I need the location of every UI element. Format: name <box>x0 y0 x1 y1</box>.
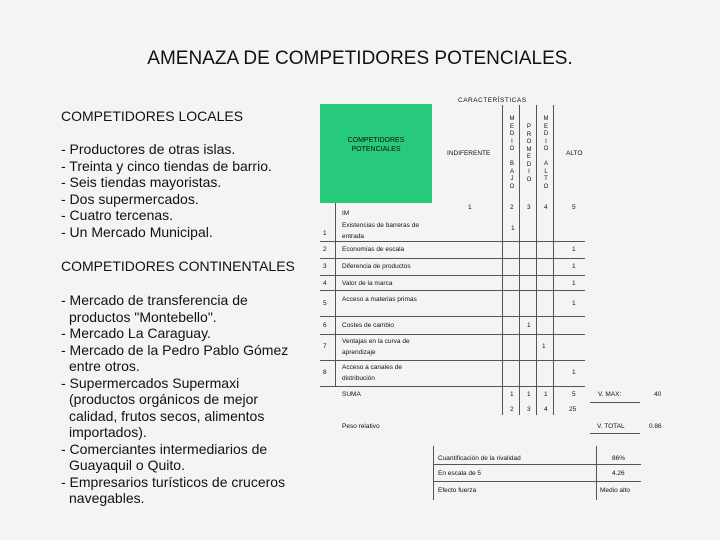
row-value: 1 <box>572 263 576 270</box>
medio-bajo-label: M E D I O B A J O <box>509 116 515 190</box>
grid-line <box>553 105 554 415</box>
competidores-potenciales-label: COMPETIDORES POTENCIALES <box>347 137 405 153</box>
suma-count: 5 <box>572 391 576 398</box>
continental-competitors-list <box>61 292 288 507</box>
grid-line <box>502 105 503 415</box>
list-item: navegables. <box>69 490 145 506</box>
medio-alto-label: M E D I O A L T O <box>543 116 549 190</box>
row-number: 6 <box>323 322 327 329</box>
summary-label: Cuantificación de la rivalidad <box>438 455 521 462</box>
list-item: Guayaquil o Quito. <box>69 457 185 473</box>
list-item: - Dos supermercados. <box>61 190 199 207</box>
page-title: AMENAZA DE COMPETIDORES POTENCIALES. <box>147 48 573 69</box>
list-item: calidad, frutos secos, alimentos <box>69 407 265 424</box>
scale-4: 4 <box>544 204 548 211</box>
row-value: 1 <box>572 246 576 253</box>
summary-value: 86% <box>612 455 626 462</box>
weighted-value: 4 <box>544 406 548 413</box>
row-number: 7 <box>323 343 327 350</box>
row-label: Economías de escala <box>342 246 405 253</box>
list-item: - Supermercados Supermaxi <box>61 374 240 391</box>
list-item: - Productores de otras islas. <box>61 141 236 157</box>
row-label: Existencias de barreras de entrada <box>342 222 419 240</box>
grid-line <box>320 290 585 291</box>
row-label: Diferencia de productos <box>342 263 411 270</box>
row-value: 1 <box>511 225 515 232</box>
list-item: - Mercado de transferencia de <box>61 292 248 308</box>
first-row-prefix: IM <box>342 210 350 217</box>
row-value: 1 <box>572 300 576 307</box>
vtotal-value: 0.86 <box>649 423 662 430</box>
suma-count: 1 <box>510 391 514 398</box>
grid-line <box>335 203 336 386</box>
alto-label: ALTO <box>566 150 583 157</box>
peso-relativo-label: Peso relativo <box>342 423 380 430</box>
grid-line <box>320 258 585 259</box>
suma-label: SUMA <box>342 391 361 398</box>
grid-line <box>536 105 537 415</box>
grid-line <box>320 275 585 276</box>
list-item: - Empresarios turísticos de cruceros <box>61 473 286 490</box>
list-item: - Un Mercado Municipal. <box>61 223 213 240</box>
row-label: Valor de la marca <box>342 280 393 287</box>
local-competitors-heading: COMPETIDORES LOCALES <box>61 108 244 124</box>
row-number: 2 <box>323 246 327 253</box>
grid-line <box>320 316 585 317</box>
row-number: 3 <box>323 263 327 270</box>
summary-label: Efecto fuerza <box>438 487 477 494</box>
row-number: 8 <box>323 369 327 376</box>
weighted-value: 25 <box>569 406 577 413</box>
summary-value: Medio alto <box>600 487 630 494</box>
grid-line <box>433 446 434 500</box>
scale-2: 2 <box>510 204 514 211</box>
list-item: - Mercado de la Pedro Pablo Gómez <box>61 341 289 358</box>
row-value: 1 <box>572 280 576 287</box>
row-label: Ventajas en la curva de aprendizaje <box>342 338 410 356</box>
grid-line <box>320 334 585 335</box>
vtotal-label: V. TOTAL <box>597 423 625 430</box>
list-item: entre otros. <box>69 358 140 374</box>
list-item: (productos orgánicos de mejor <box>69 391 259 407</box>
grid-line <box>596 446 597 500</box>
list-item: productos "Montebello". <box>69 308 217 325</box>
row-value: 1 <box>572 369 576 376</box>
list-item: - Comerciantes intermediarios de <box>61 440 268 457</box>
list-item: - Treinta y cinco tiendas de barrio. <box>61 157 272 174</box>
row-number: 5 <box>323 300 327 307</box>
scale-5: 5 <box>572 204 576 211</box>
scale-3: 3 <box>527 204 531 211</box>
continental-competitors-heading: COMPETIDORES CONTINENTALES <box>61 258 295 274</box>
scale-1: 1 <box>468 204 472 211</box>
row-value: 1 <box>527 322 531 329</box>
promedio-label: P R O M E D I O <box>526 124 532 183</box>
grid-line <box>433 464 641 465</box>
row-number: 1 <box>323 230 327 237</box>
weighted-value: 2 <box>510 406 514 413</box>
grid-line <box>320 360 585 361</box>
vmax-label: V. MAX: <box>598 391 622 398</box>
suma-count: 1 <box>544 391 548 398</box>
grid-line <box>590 433 640 434</box>
summary-value: 4.26 <box>612 470 625 477</box>
grid-line <box>590 402 640 403</box>
row-label: Acceso a materias primas <box>342 296 417 303</box>
list-item: importados). <box>69 424 147 440</box>
summary-label: En escala de 5 <box>438 470 482 477</box>
suma-count: 1 <box>527 391 531 398</box>
grid-line <box>433 481 641 482</box>
weighted-value: 3 <box>527 406 531 413</box>
local-competitors-list <box>61 141 272 240</box>
list-item: - Cuatro tercenas. <box>61 207 174 223</box>
row-label: Acceso a canales de distribución <box>342 364 402 382</box>
row-number: 4 <box>323 280 327 287</box>
row-value: 1 <box>542 343 546 350</box>
grid-line <box>320 386 585 387</box>
list-item: - Seis tiendas mayoristas. <box>61 174 222 190</box>
grid-line <box>519 105 520 415</box>
vmax-value: 40 <box>654 391 662 398</box>
list-item: - Mercado La Caraguay. <box>61 325 211 341</box>
row-label: Costes de cambio <box>342 322 395 329</box>
caracteristicas-header: CARACTERÍSTICAS <box>458 97 527 104</box>
indiferente-label: INDIFERENTE <box>447 150 491 157</box>
